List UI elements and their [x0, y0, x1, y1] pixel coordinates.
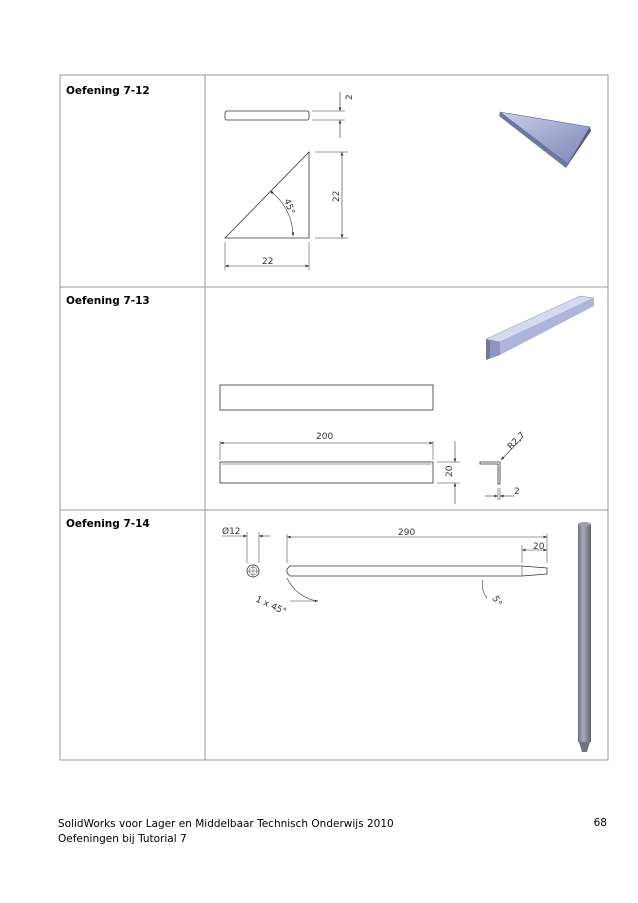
drawing-7-13	[220, 385, 522, 504]
dim-thickness-7-12: 2	[345, 94, 355, 100]
page-number: 68	[593, 817, 607, 829]
footer-subtitle: Oefeningen bij Tutorial 7	[58, 832, 187, 845]
drawing-7-14	[222, 532, 547, 601]
dim-thickness-7-13: 2	[514, 487, 520, 497]
dim-diameter-7-14: Ø12	[222, 527, 241, 537]
dim-taper-7-14: 20	[533, 542, 545, 552]
drawing-7-14-dimension-text	[222, 526, 545, 618]
dim-width-7-12: 22	[262, 257, 274, 267]
dim-length-7-13: 200	[316, 432, 334, 442]
exercise-label-7-14: Oefening 7-14	[66, 518, 150, 530]
table-borders	[60, 75, 608, 760]
dim-height-7-12: 22	[332, 190, 342, 202]
exercise-label-7-12: Oefening 7-12	[66, 85, 150, 97]
footer-title: SolidWorks voor Lager en Middelbaar Technisch Onderwijs 2010	[58, 818, 394, 830]
model-7-14	[578, 522, 591, 752]
dim-angle-7-12: 45°	[281, 197, 297, 217]
model-7-12	[499, 112, 591, 168]
dim-radius-7-13: R2,7	[506, 430, 528, 453]
model-7-13	[486, 296, 594, 360]
exercise-label-7-13: Oefening 7-13	[66, 295, 150, 307]
dim-length-7-14: 290	[398, 528, 416, 538]
dim-height-7-13: 20	[445, 465, 455, 477]
footer	[58, 817, 394, 846]
dim-angle-7-14: 5°	[489, 594, 504, 609]
dim-chamfer-7-14: 1 x 45°	[253, 594, 288, 618]
drawing-7-12	[225, 92, 348, 270]
